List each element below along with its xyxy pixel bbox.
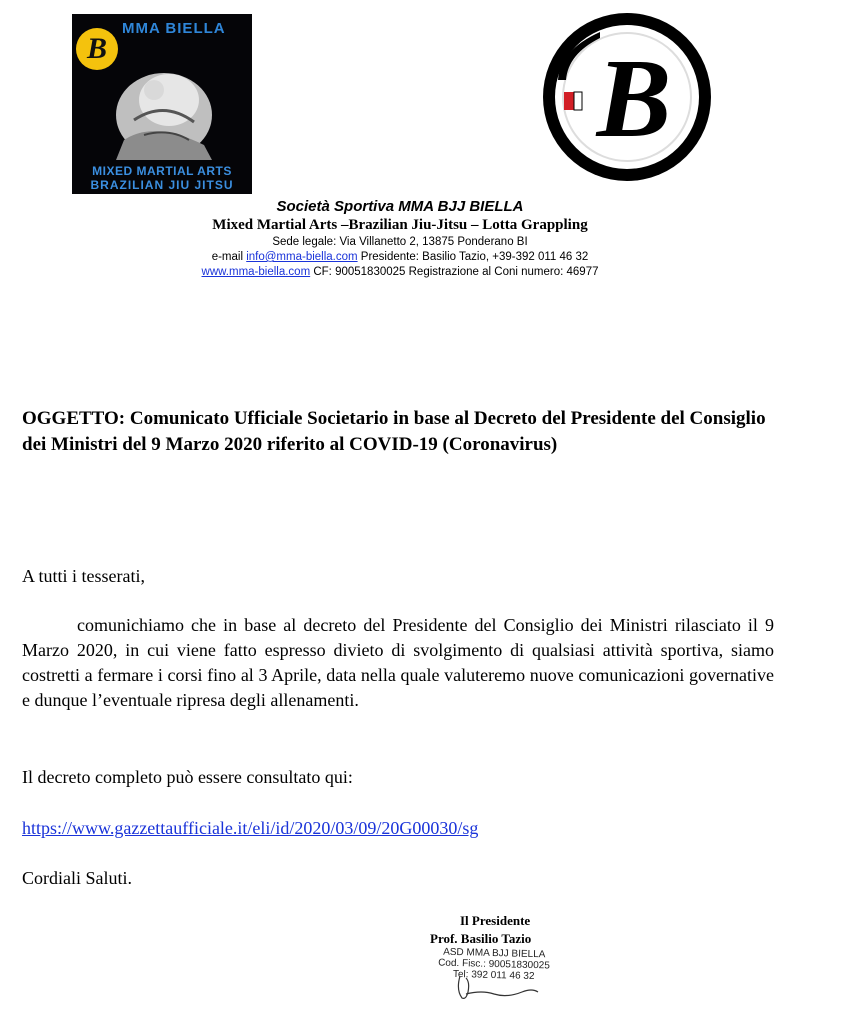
b-badge-icon: B	[76, 28, 118, 70]
b-letter: B	[596, 37, 672, 161]
closing: Cordiali Saluti.	[22, 868, 132, 888]
greeting: A tutti i tesserati,	[22, 566, 145, 586]
fighters-illustration-icon	[94, 60, 234, 166]
decree-link[interactable]: https://www.gazzettaufficiale.it/eli/id/2020/03/09/20G00030/sg	[22, 818, 479, 838]
registered-office: Sede legale: Via Villanetto 2, 13875 Ponderano BI	[272, 236, 528, 248]
website-line	[0, 266, 800, 278]
decree-line: Il decreto completo può essere consultato qui:	[22, 767, 353, 787]
logo-subtitle-2: BRAZILIAN JIU JITSU	[90, 178, 234, 192]
disciplines: Mixed Martial Arts –Brazilian Jiu-Jitsu – Lotta Grappling	[212, 217, 588, 233]
company-name: Società Sportiva MMA BJJ BIELLA	[276, 198, 524, 215]
stamp-line-1: ASD MMA BJJ BIELLA	[443, 946, 546, 961]
president-contact: Presidente: Basilio Tazio, +39-392 011 46 32	[357, 251, 589, 263]
stamp-line-3: Tel: 392 011 46 32	[452, 968, 535, 983]
handwritten-signature-icon	[452, 972, 542, 1002]
website-link[interactable]: www.mma-biella.com	[201, 266, 311, 278]
contact-line	[0, 251, 800, 263]
email-link[interactable]: info@mma-biella.com	[246, 251, 358, 263]
body-paragraph: comunichiamo che in base al decreto del Presidente del Consiglio dei Ministri rilasciato il 9 Marzo 2020, in cui viene fatto espresso divieto di svolgimento di qualsiasi attività sportiva, siamo costretti a fermare i corsi fino al 3 Aprile, data nella quale valuteremo nuove comunicazioni governative e dunque l’eventuale ripresa degli allenamenti.	[22, 615, 774, 710]
b-circle-logo	[540, 10, 714, 184]
mma-biella-logo	[72, 14, 252, 194]
registry-info: CF: 90051830025 Registrazione al Coni numero: 46977	[310, 266, 599, 278]
logo-subtitle-1: MIXED MARTIAL ARTS	[92, 164, 232, 178]
signature-name: Prof. Basilio Tazio	[430, 931, 532, 946]
logo-title: MMA BIELLA	[122, 20, 226, 37]
subject-heading: OGGETTO: Comunicato Ufficiale Societario in base al Decreto del Presidente del Consiglio dei Ministri del 9 Marzo 2020 riferito al COVID-19 (Coronavirus)	[22, 408, 766, 455]
email-label: e-mail	[211, 251, 247, 263]
signature-title: Il Presidente	[460, 913, 531, 928]
stamp-line-2: Cod. Fisc.: 90051830025	[438, 957, 550, 972]
